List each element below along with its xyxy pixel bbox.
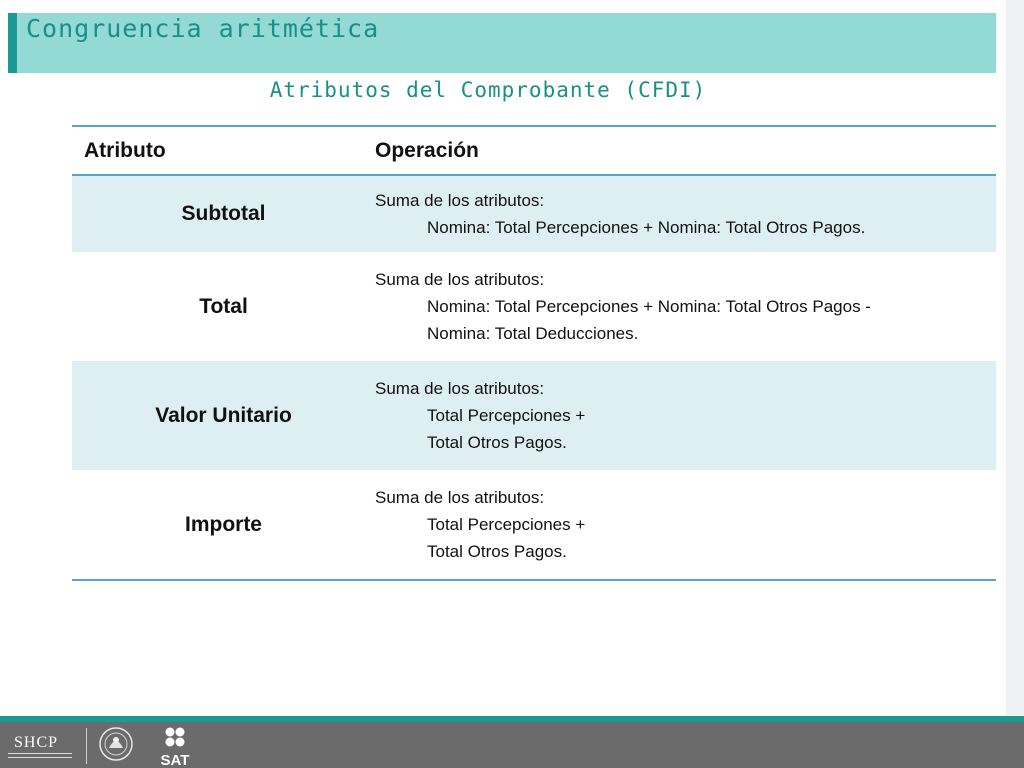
operation-cell <box>375 470 996 580</box>
footer-divider <box>86 728 87 764</box>
sat-logo-icon <box>152 726 200 768</box>
page-subtitle: Atributos del Comprobante (CFDI) <box>269 78 707 102</box>
mexican-seal-icon <box>98 726 134 762</box>
operation-intro: Suma de los atributos: <box>375 191 545 210</box>
attribute-name: Valor Unitario <box>72 361 375 470</box>
shcp-logo: SHCP <box>14 734 59 751</box>
table-row <box>72 175 996 252</box>
table-row <box>72 252 996 361</box>
operation-line: Total Percepciones + <box>427 515 586 534</box>
title-accent <box>8 13 17 73</box>
attributes-table <box>72 125 996 581</box>
operation-line: Total Percepciones + <box>427 406 586 425</box>
operation-cell <box>375 252 996 361</box>
attribute-name: Importe <box>72 470 375 580</box>
sat-logo-text: SAT <box>160 752 190 768</box>
column-header-operacion: Operación <box>375 126 996 175</box>
operation-intro: Suma de los atributos: <box>375 270 545 289</box>
column-header-atributo: Atributo <box>72 126 375 175</box>
operation-line: Nomina: Total Percepciones + Nomina: Total Otros Pagos. <box>427 218 866 237</box>
page-title: Congruencia aritmética <box>26 14 380 43</box>
right-edge-strip <box>1006 0 1024 716</box>
operation-line: Total Otros Pagos. <box>427 433 567 452</box>
operation-line: Nomina: Total Percepciones + Nomina: Total Otros Pagos - <box>427 297 871 316</box>
operation-cell <box>375 361 996 470</box>
table-row <box>72 470 996 580</box>
attribute-name: Total <box>199 294 248 318</box>
shcp-logo-underline <box>8 753 72 758</box>
footer-bar <box>0 722 1024 768</box>
operation-intro: Suma de los atributos: <box>375 488 545 507</box>
operation-cell <box>375 175 996 252</box>
operation-intro: Suma de los atributos: <box>375 379 545 398</box>
table-row <box>72 361 996 470</box>
operation-line: Nomina: Total Deducciones. <box>427 324 639 343</box>
attribute-name: Subtotal <box>72 175 375 252</box>
operation-line: Total Otros Pagos. <box>427 542 567 561</box>
table-header-row <box>72 126 996 175</box>
